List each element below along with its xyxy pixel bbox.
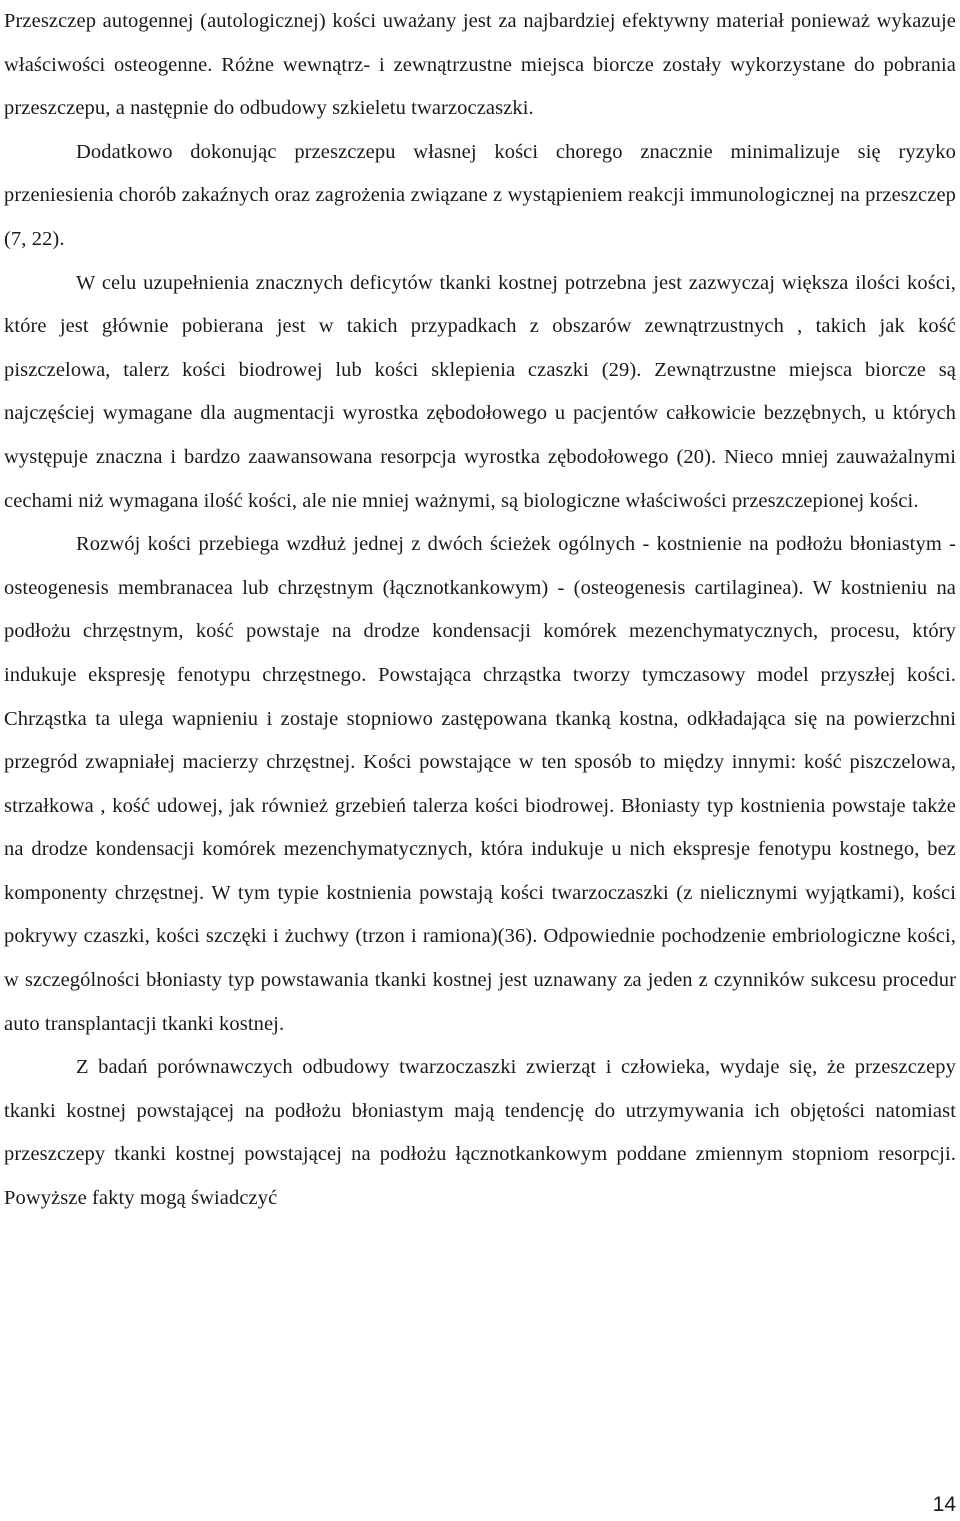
paragraph-bone-deficits: W celu uzupełnienia znacznych deficytów tkanki kostnej potrzebna jest zazwyczaj większa ilości kości, które jest głównie pobierana jest w takich przypadkach z obszarów zewnątrzustnych , takich jak kość piszczelowa, talerz kości biodrowej lub kości sklepienia czaszki (29). Zewnątrzustne miejsca biorcze są najczęściej wymagane dla augmentacji wyrostka zębodołowego u pacjentów całkowicie bezzębnych, u których występuje znaczna i bardzo zaawansowana resorpcja wyrostka zębodołowego (20). Nieco mniej zauważalnymi cechami niż wymagana ilość kości, ale nie mniej ważnymi, są biologiczne właściwości przeszczepionej kości. xyxy=(4,271,956,512)
page-number: 14 xyxy=(932,1493,956,1516)
body-text xyxy=(4,0,956,1221)
paragraph-autogenous-graft: Przeszczep autogennej (autologicznej) kości uważany jest za najbardziej efektywny materiał ponieważ wykazuje właściwości osteogenne. Różne wewnątrz- i zewnątrzustne miejsca biorcze zostały wykorzystane do pobrania przeszczepu, a następnie do odbudowy szkieletu twarzoczaszki. xyxy=(4,10,956,120)
paragraph-bone-development: Rozwój kości przebiega wzdłuż jednej z dwóch ścieżek ogólnych - kostnienie na podłożu błoniastym - osteogenesis membranacea lub chrzęstnym (łącznotkankowym) - (osteogenesis cartilaginea). W kostnieniu na podłożu chrzęstnym, kość powstaje na drodze kondensacji komórek mezenchymatycznych, procesu, który indukuje ekspresję fenotypu chrzęstnego. Powstająca chrząstka tworzy tymczasowy model przyszłej kości. Chrząstka ta ulega wapnieniu i zostaje stopniowo zastępowana tkanką kostna, odkładająca się na powierzchni przegród zwapniałej macierzy chrzęstnej. Kości powstające w ten sposób to między innymi: kość piszczelowa, strzałkowa , kość udowej, jak również grzebień talerza kości biodrowej. Błoniasty typ kostnienia powstaje także na drodze kondensacji komórek mezenchymatycznych, która indukuje u nich ekspresje fenotypu kostnego, bez komponenty chrzęstnej. W tym typie kostnienia powstają kości twarzoczaszki (z nielicznymi wyjątkami), kości pokrywy czaszki, kości szczęki i żuchwy (trzon i ramiona)(36). Odpowiednie pochodzenie embriologiczne kości, w szczególności błoniasty typ powstawania tkanki kostnej jest uznawany za jeden z czynników sukcesu procedur auto transplantacji tkanki kostnej. xyxy=(4,533,956,1035)
paragraph-comparative-studies: Z badań porównawczych odbudowy twarzoczaszki zwierząt i człowieka, wydaje się, że przeszczepy tkanki kostnej powstającej na podłożu błoniastym mają tendencję do utrzymywania ich objętości natomiast przeszczepy tkanki kostnej powstającej na podłożu łącznotkankowym poddane zmiennym stopniom resorpcji. Powyższe fakty mogą świadczyć xyxy=(4,1056,956,1210)
paragraph-infection-risk: Dodatkowo dokonując przeszczepu własnej kości chorego znacznie minimalizuje się ryzyko przeniesienia chorób zakaźnych oraz zagrożenia związane z wystąpieniem reakcji immunologicznej na przeszczep (7, 22). xyxy=(4,140,956,250)
